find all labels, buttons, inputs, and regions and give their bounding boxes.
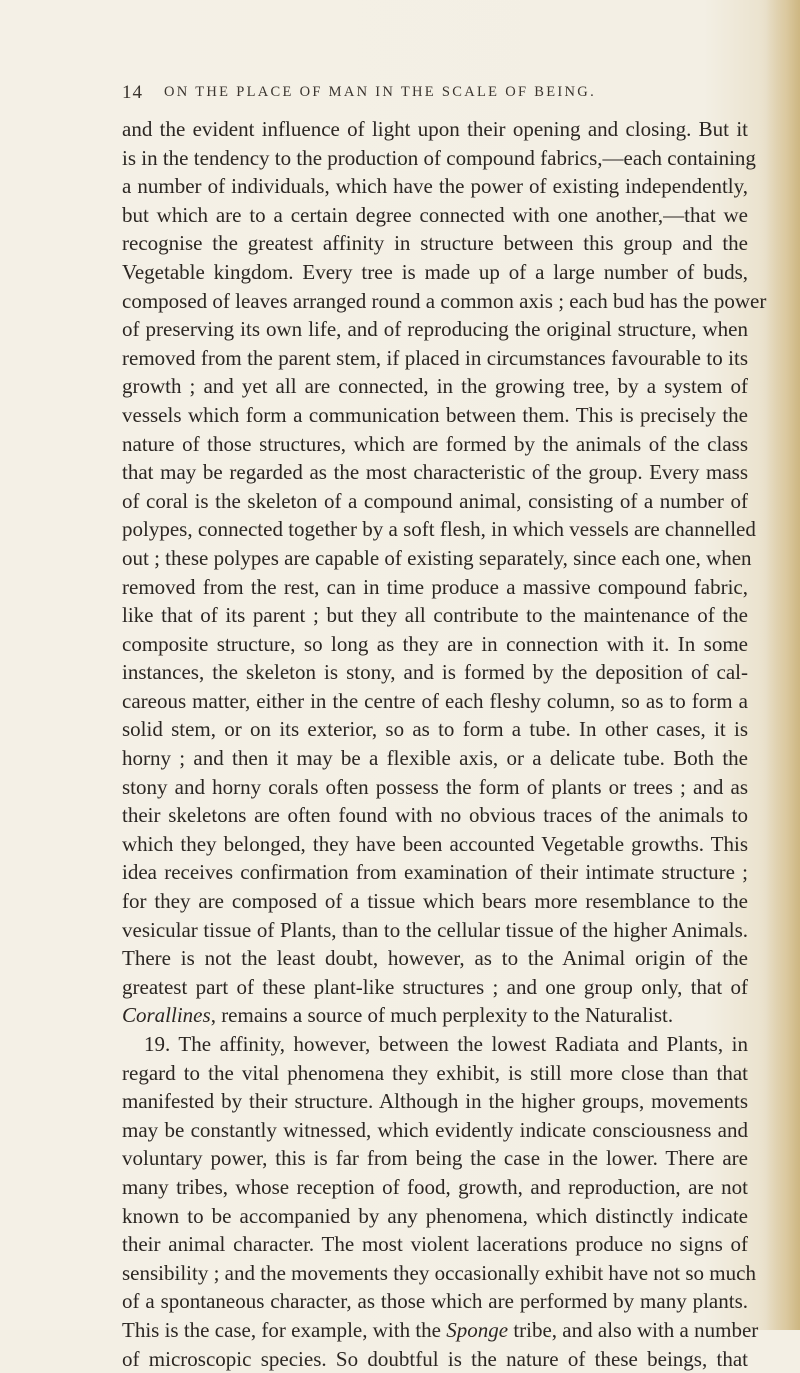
text-line: composite structure, so long as they are in connection with it. In some — [122, 631, 748, 656]
text-line: manifested by their structure. Although in the higher groups, movements — [122, 1089, 748, 1114]
text-line: removed from the rest, can in time produce a massive compound fabric, — [122, 574, 748, 599]
text-line: of preserving its own life, and of reproducing the original structure, when — [122, 317, 748, 342]
text-line: nature of those structures, which are formed by the animals of the class — [122, 431, 748, 456]
text-line: but which are to a certain degree connected with one another,—that we — [122, 202, 748, 227]
text-line-paragraph-19: 19. The affinity, however, between the lowest Radiata and Plants, in — [144, 1032, 748, 1056]
text-line: stony and horny corals often possess the form of plants or trees ; and as — [122, 774, 748, 799]
text-line: greatest part of these plant-like structures ; and one group only, that of — [122, 974, 748, 999]
text-line: like that of its parent ; but they all contribute to the maintenance of the — [122, 603, 748, 628]
text-line: instances, the skeleton is stony, and is formed by the deposition of cal- — [122, 660, 748, 685]
text-line: recognise the greatest affinity in structure between this group and the — [122, 231, 748, 256]
italic-term-sponge: Sponge — [446, 1317, 509, 1342]
text-line-corallines-rest: , remains a source of much perplexity to the Naturalist. — [210, 1003, 674, 1028]
body-text — [122, 115, 767, 1373]
text-line: their animal character. The most violent lacerations produce no signs of — [122, 1232, 748, 1257]
text-line: of microscopic species. So doubtful is the nature of these beings, that — [122, 1346, 748, 1371]
text-line: and the evident influence of light upon their opening and closing. But it — [122, 117, 748, 141]
italic-term-corallines: Corallines — [122, 1003, 211, 1028]
page-number: 14 — [122, 82, 143, 103]
text-line: solid stem, or on its exterior, so as to form a tube. In other cases, it is — [122, 717, 748, 742]
page-edge-stain — [766, 0, 800, 1330]
text-line: Vegetable kingdom. Every tree is made up of a large number of buds, — [122, 259, 748, 284]
text-line: their skeletons are often found with no obvious traces of the animals to — [122, 803, 748, 828]
text-line: is in the tendency to the production of compound fabrics,—each containing — [122, 145, 756, 170]
text-line: vessels which form a communication between them. This is precisely the — [122, 402, 748, 427]
text-line: composed of leaves arranged round a common axis ; each bud has the power — [122, 288, 767, 313]
text-line: many tribes, whose reception of food, growth, and reproduction, are not — [122, 1174, 748, 1199]
running-header — [122, 82, 750, 106]
text-line: There is not the least doubt, however, as to the Animal origin of the — [122, 946, 748, 971]
text-line: known to be accompanied by any phenomena, which distinctly indicate — [122, 1203, 748, 1228]
text-line: voluntary power, this is far from being the case in the lower. There are — [122, 1146, 748, 1171]
text-line: out ; these polypes are capable of existing separately, since each one, when — [122, 545, 752, 570]
text-line: vesicular tissue of Plants, than to the cellular tissue of the higher Animals. — [122, 917, 748, 942]
text-line: polypes, connected together by a soft flesh, in which vessels are channelled — [122, 517, 756, 542]
text-line: growth ; and yet all are connected, in the growing tree, by a system of — [122, 374, 748, 399]
text-line-corallines — [122, 1001, 748, 1030]
text-line: a number of individuals, which have the power of existing independently, — [122, 174, 748, 199]
text-line: that may be regarded as the most characteristic of the group. Every mass — [122, 460, 748, 485]
text-line: sensibility ; and the movements they occasionally exhibit have not so much — [122, 1260, 756, 1285]
text-line: idea receives confirmation from examination of their intimate structure ; — [122, 860, 748, 885]
running-title: ON THE PLACE OF MAN IN THE SCALE OF BEING. — [164, 84, 596, 100]
text-line: may be constantly witnessed, which evidently indicate consciousness and — [122, 1117, 748, 1142]
text-line: removed from the parent stem, if placed in circumstances favourable to its — [122, 345, 748, 370]
text-line-sponge — [122, 1316, 759, 1345]
text-line: of a spontaneous character, as those which are performed by many plants. — [122, 1289, 748, 1314]
text-line: for they are composed of a tissue which bears more resemblance to the — [122, 889, 748, 914]
text-line: careous matter, either in the centre of each fleshy column, so as to form a — [122, 688, 748, 713]
text-line-sponge-rest: tribe, and also with a number — [508, 1317, 759, 1342]
text-line: of coral is the skeleton of a compound animal, consisting of a number of — [122, 488, 748, 513]
text-line: which they belonged, they have been accounted Vegetable growths. This — [122, 831, 748, 856]
text-line: regard to the vital phenomena they exhibit, is still more close than that — [122, 1060, 748, 1085]
text-line-sponge-start: This is the case, for example, with the — [122, 1317, 447, 1342]
text-line: horny ; and then it may be a flexible axis, or a delicate tube. Both the — [122, 746, 748, 771]
